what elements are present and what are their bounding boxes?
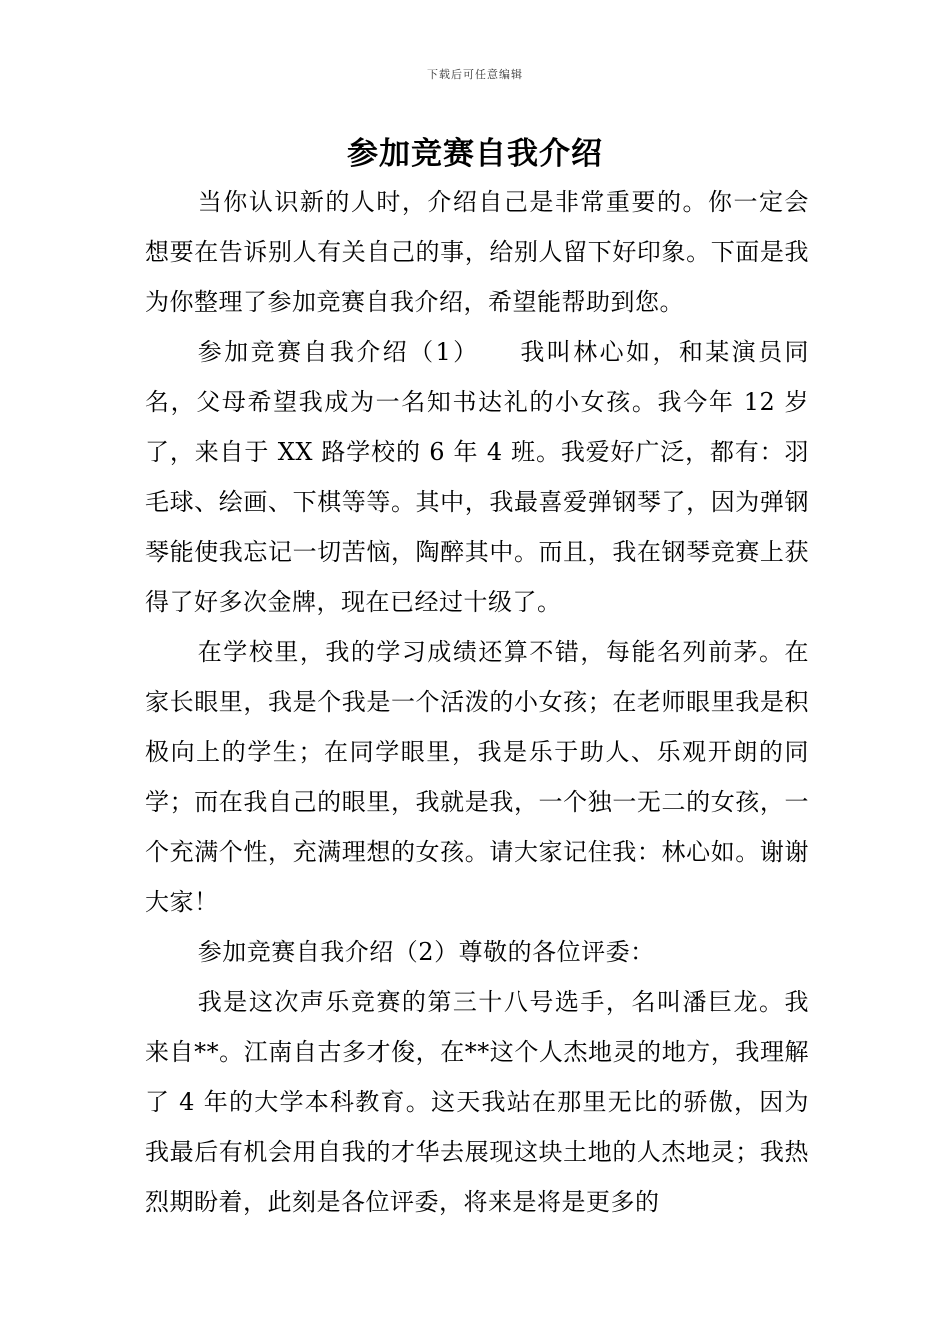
paragraph-speech-1: 参加竞赛自我介绍（1） 我叫林心如，和某演员同名，父母希望我成为一名知书达礼的小女孩。我今年 12 岁了，来自于 XX 路学校的 6 年 4 班。我爱好广泛，都有：羽毛球、绘画、下棋等等。其中，我最喜爱弹钢琴了，因为弹钢琴能使我忘记一切苦恼，陶醉其中。而且，我在钢琴竞赛上获得了好多次金牌，现在已经过十级了。: [145, 338, 809, 616]
paragraph-intro: 当你认识新的人时，介绍自己是非常重要的。你一定会想要在告诉别人有关自己的事，给别人留下好印象。下面是我为你整理了参加竞赛自我介绍，希望能帮助到您。: [145, 188, 809, 316]
header-note: 下载后可任意编辑: [427, 68, 523, 81]
document-title: 参加竞赛自我介绍: [347, 136, 603, 172]
document-body: [145, 177, 809, 1227]
paragraph-speech-2-heading: 参加竞赛自我介绍（2）尊敬的各位评委：: [197, 938, 655, 966]
paragraph-school: 在学校里，我的学习成绩还算不错，每能名列前茅。在家长眼里，我是个我是一个活泼的小女孩；在老师眼里我是积极向上的学生；在同学眼里，我是乐于助人、乐观开朗的同学；而在我自己的眼里，我就是我，一个独一无二的女孩，一个充满个性，充满理想的女孩。请大家记住我：林心如。谢谢大家！: [145, 638, 809, 916]
paragraph-speech-2-body: 我是这次声乐竞赛的第三十八号选手，名叫潘巨龙。我来自**。江南自古多才俊，在**这个人杰地灵的地方，我理解了 4 年的大学本科教育。这天我站在那里无比的骄傲，因为我最后有机会用自我的才华去展现这块土地的人杰地灵；我热烈期盼着，此刻是各位评委，将来是将是更多的: [145, 988, 809, 1216]
